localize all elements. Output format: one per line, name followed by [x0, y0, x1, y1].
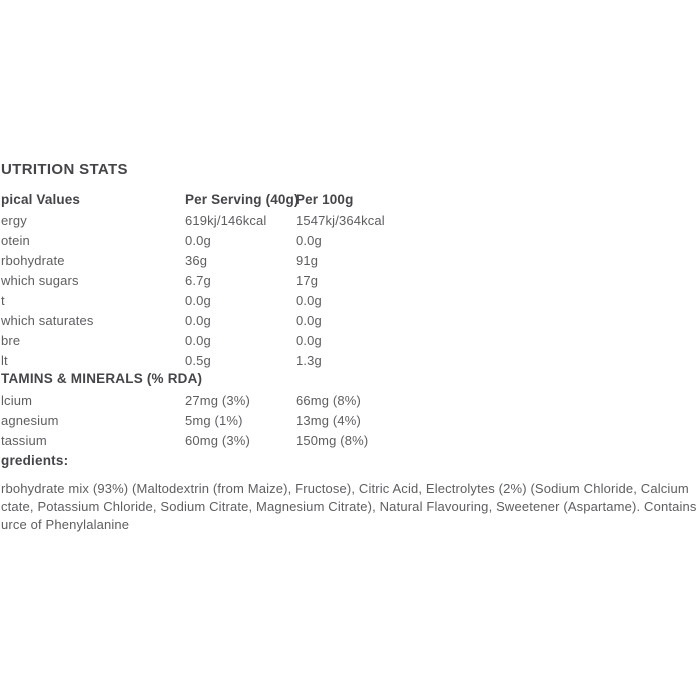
table-row-calcium [0, 392, 700, 412]
per-serving-value: 0.5g [185, 353, 211, 368]
table-row-energy [0, 212, 700, 232]
ingredients-line: ctate, Potassium Chloride, Sodium Citrate, Magnesium Citrate), Natural Flavouring, Sweetener (Aspartame). Contains [1, 499, 697, 514]
ingredients-line: rbohydrate mix (93%) (Maltodextrin (from Maize), Fructose), Citric Acid, Electrolytes (2%) (Sodium Chloride, Calcium [1, 481, 689, 496]
table-row-protein [0, 232, 700, 252]
per-serving-value: 6.7g [185, 273, 211, 288]
minerals-table [0, 392, 700, 452]
per-serving-value: 619kj/146kcal [185, 213, 267, 228]
per-100g-value: 150mg (8%) [296, 433, 369, 448]
per-serving-value: 0.0g [185, 293, 211, 308]
table-row-salt [0, 352, 700, 372]
per-serving-value: 0.0g [185, 233, 211, 248]
table-row-potassium [0, 432, 700, 452]
per-100g-value: 1.3g [296, 353, 322, 368]
ingredients-line: urce of Phenylalanine [1, 517, 130, 532]
per-serving-value: 0.0g [185, 333, 211, 348]
per-100g-value: 91g [296, 253, 319, 268]
per-100g-value: 66mg (8%) [296, 393, 361, 408]
ingredients-paragraph [1, 480, 700, 534]
per-serving-value: 5mg (1%) [185, 413, 243, 428]
per-100g-value: 0.0g [296, 313, 322, 328]
per-100g-value: 0.0g [296, 293, 322, 308]
table-row-carbohydrate [0, 252, 700, 272]
table-row-magnesium [0, 412, 700, 432]
vitamins-minerals-header: TAMINS & MINERALS (% RDA) [1, 371, 203, 386]
table-row-fat [0, 292, 700, 312]
per-100g-value: 0.0g [296, 233, 322, 248]
column-header-typical-values: pical Values [1, 192, 81, 207]
per-serving-value: 60mg (3%) [185, 433, 250, 448]
row-label: tassium [1, 433, 47, 448]
row-label: t [1, 293, 5, 308]
column-header-per-100g: Per 100g [296, 192, 354, 207]
row-label: ergy [1, 213, 27, 228]
per-serving-value: 0.0g [185, 313, 211, 328]
table-row-saturates [0, 312, 700, 332]
per-100g-value: 17g [296, 273, 319, 288]
per-serving-value: 27mg (3%) [185, 393, 250, 408]
section-title: UTRITION STATS [1, 161, 128, 178]
row-label: which sugars [1, 273, 79, 288]
ingredients-header: gredients: [1, 453, 69, 468]
table-header-row [0, 191, 700, 212]
row-label: lt [1, 353, 8, 368]
table-row-fibre [0, 332, 700, 352]
per-serving-value: 36g [185, 253, 208, 268]
per-100g-value: 0.0g [296, 333, 322, 348]
row-label: lcium [1, 393, 33, 408]
row-label: bre [1, 333, 21, 348]
row-label: otein [1, 233, 30, 248]
row-label: rbohydrate [1, 253, 65, 268]
row-label: agnesium [1, 413, 59, 428]
per-100g-value: 1547kj/364kcal [296, 213, 385, 228]
nutrition-table [0, 191, 700, 372]
row-label: which saturates [1, 313, 94, 328]
per-100g-value: 13mg (4%) [296, 413, 361, 428]
table-row-sugars [0, 272, 700, 292]
column-header-per-serving: Per Serving (40g) [185, 192, 299, 207]
